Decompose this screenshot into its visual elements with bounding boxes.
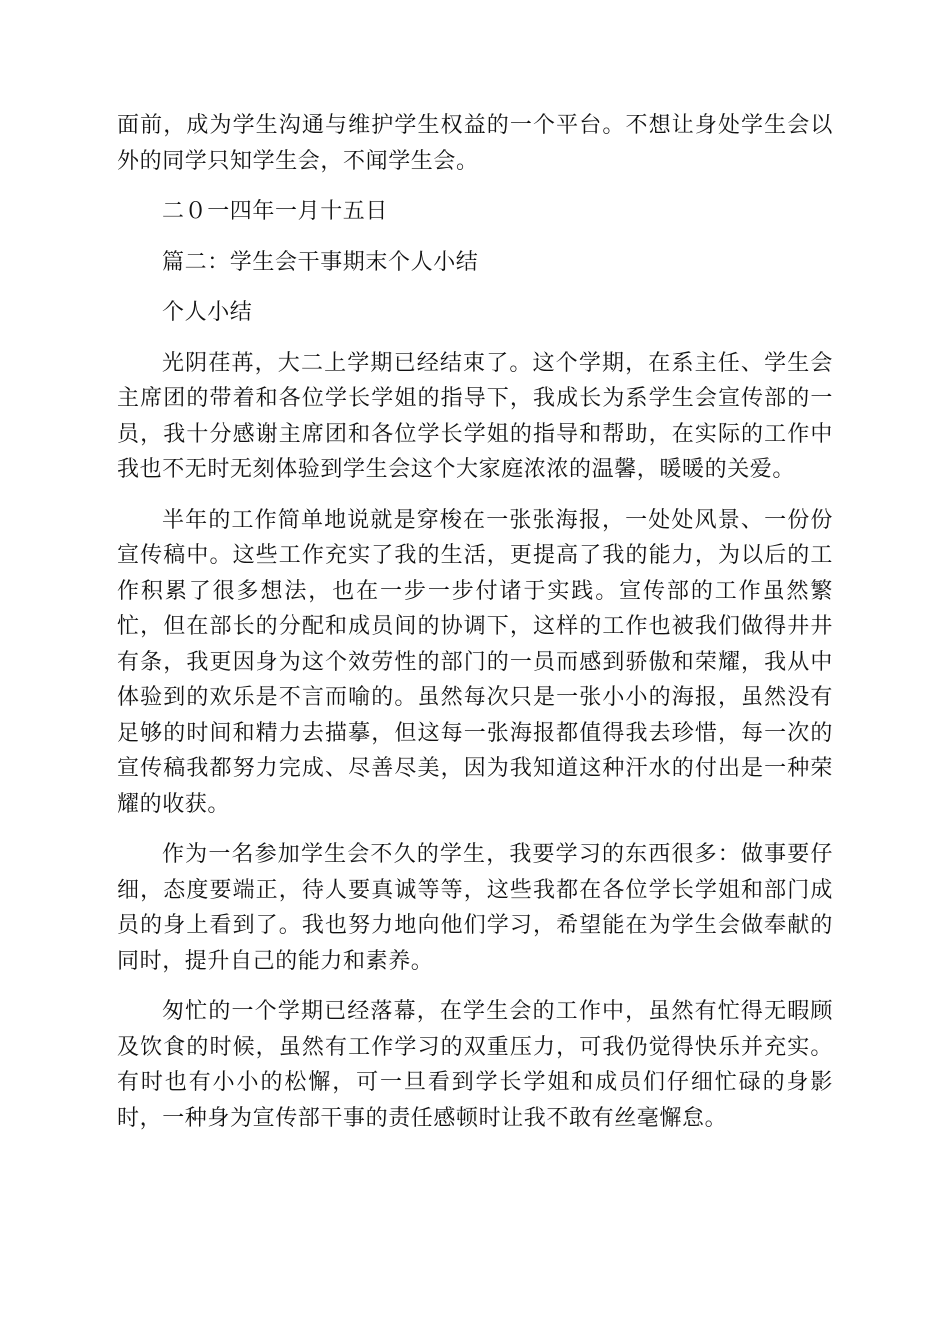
document-body <box>117 108 833 1136</box>
paragraph-1: 光阴荏苒，大二上学期已经结束了。这个学期，在系主任、学生会主席团的带着和各位学长学姐的指导下，我成长为系学生会宣传部的一员，我十分感谢主席团和各位学长学姐的指导和帮助，在实际的工作中我也不无时无刻体验到学生会这个大家庭浓浓的温馨，暖暖的关爱。 <box>117 350 833 482</box>
section-heading: 篇二：学生会干事期末个人小结 <box>162 249 479 275</box>
paragraph-4: 匆忙的一个学期已经落幕，在学生会的工作中，虽然有忙得无暇顾及饮食的时候，虽然有工作学习的双重压力，可我仍觉得快乐并充实。有时也有小小的松懈，可一旦看到学长学姐和成员们仔细忙碌的身影时，一种身为宣传部干事的责任感顿时让我不敢有丝毫懈怠。 <box>117 999 833 1131</box>
paragraph-3: 作为一名参加学生会不久的学生，我要学习的东西很多：做事要仔细，态度要端正，待人要真诚等等，这些我都在各位学长学姐和部门成员的身上看到了。我也努力地向他们学习，希望能在为学生会做奉献的同时，提升自己的能力和素养。 <box>117 842 833 974</box>
section-subheading: 个人小结 <box>162 300 253 325</box>
date-line: 二０一四年一月十五日 <box>162 199 389 224</box>
paragraph-continuation: 面前，成为学生沟通与维护学生权益的一个平台。不想让身处学生会以外的同学只知学生会，不闻学生会。 <box>117 113 833 174</box>
paragraph-2: 半年的工作简单地说就是穿梭在一张张海报，一处处风景、一份份宣传稿中。这些工作充实了我的生活，更提高了我的能力，为以后的工作积累了很多想法，也在一步一步付诸于实践。宣传部的工作虽然繁忙，但在部长的分配和成员间的协调下，这样的工作也被我们做得井井有条，我更因身为这个效劳性的部门的一员而感到骄傲和荣耀，我从中体验到的欢乐是不言而喻的。虽然每次只是一张小小的海报，虽然没有足够的时间和精力去描摹，但这每一张海报都值得我去珍惜，每一次的宣传稿我都努力完成、尽善尽美，因为我知道这种汗水的付出是一种荣耀的收获。 <box>117 507 833 817</box>
